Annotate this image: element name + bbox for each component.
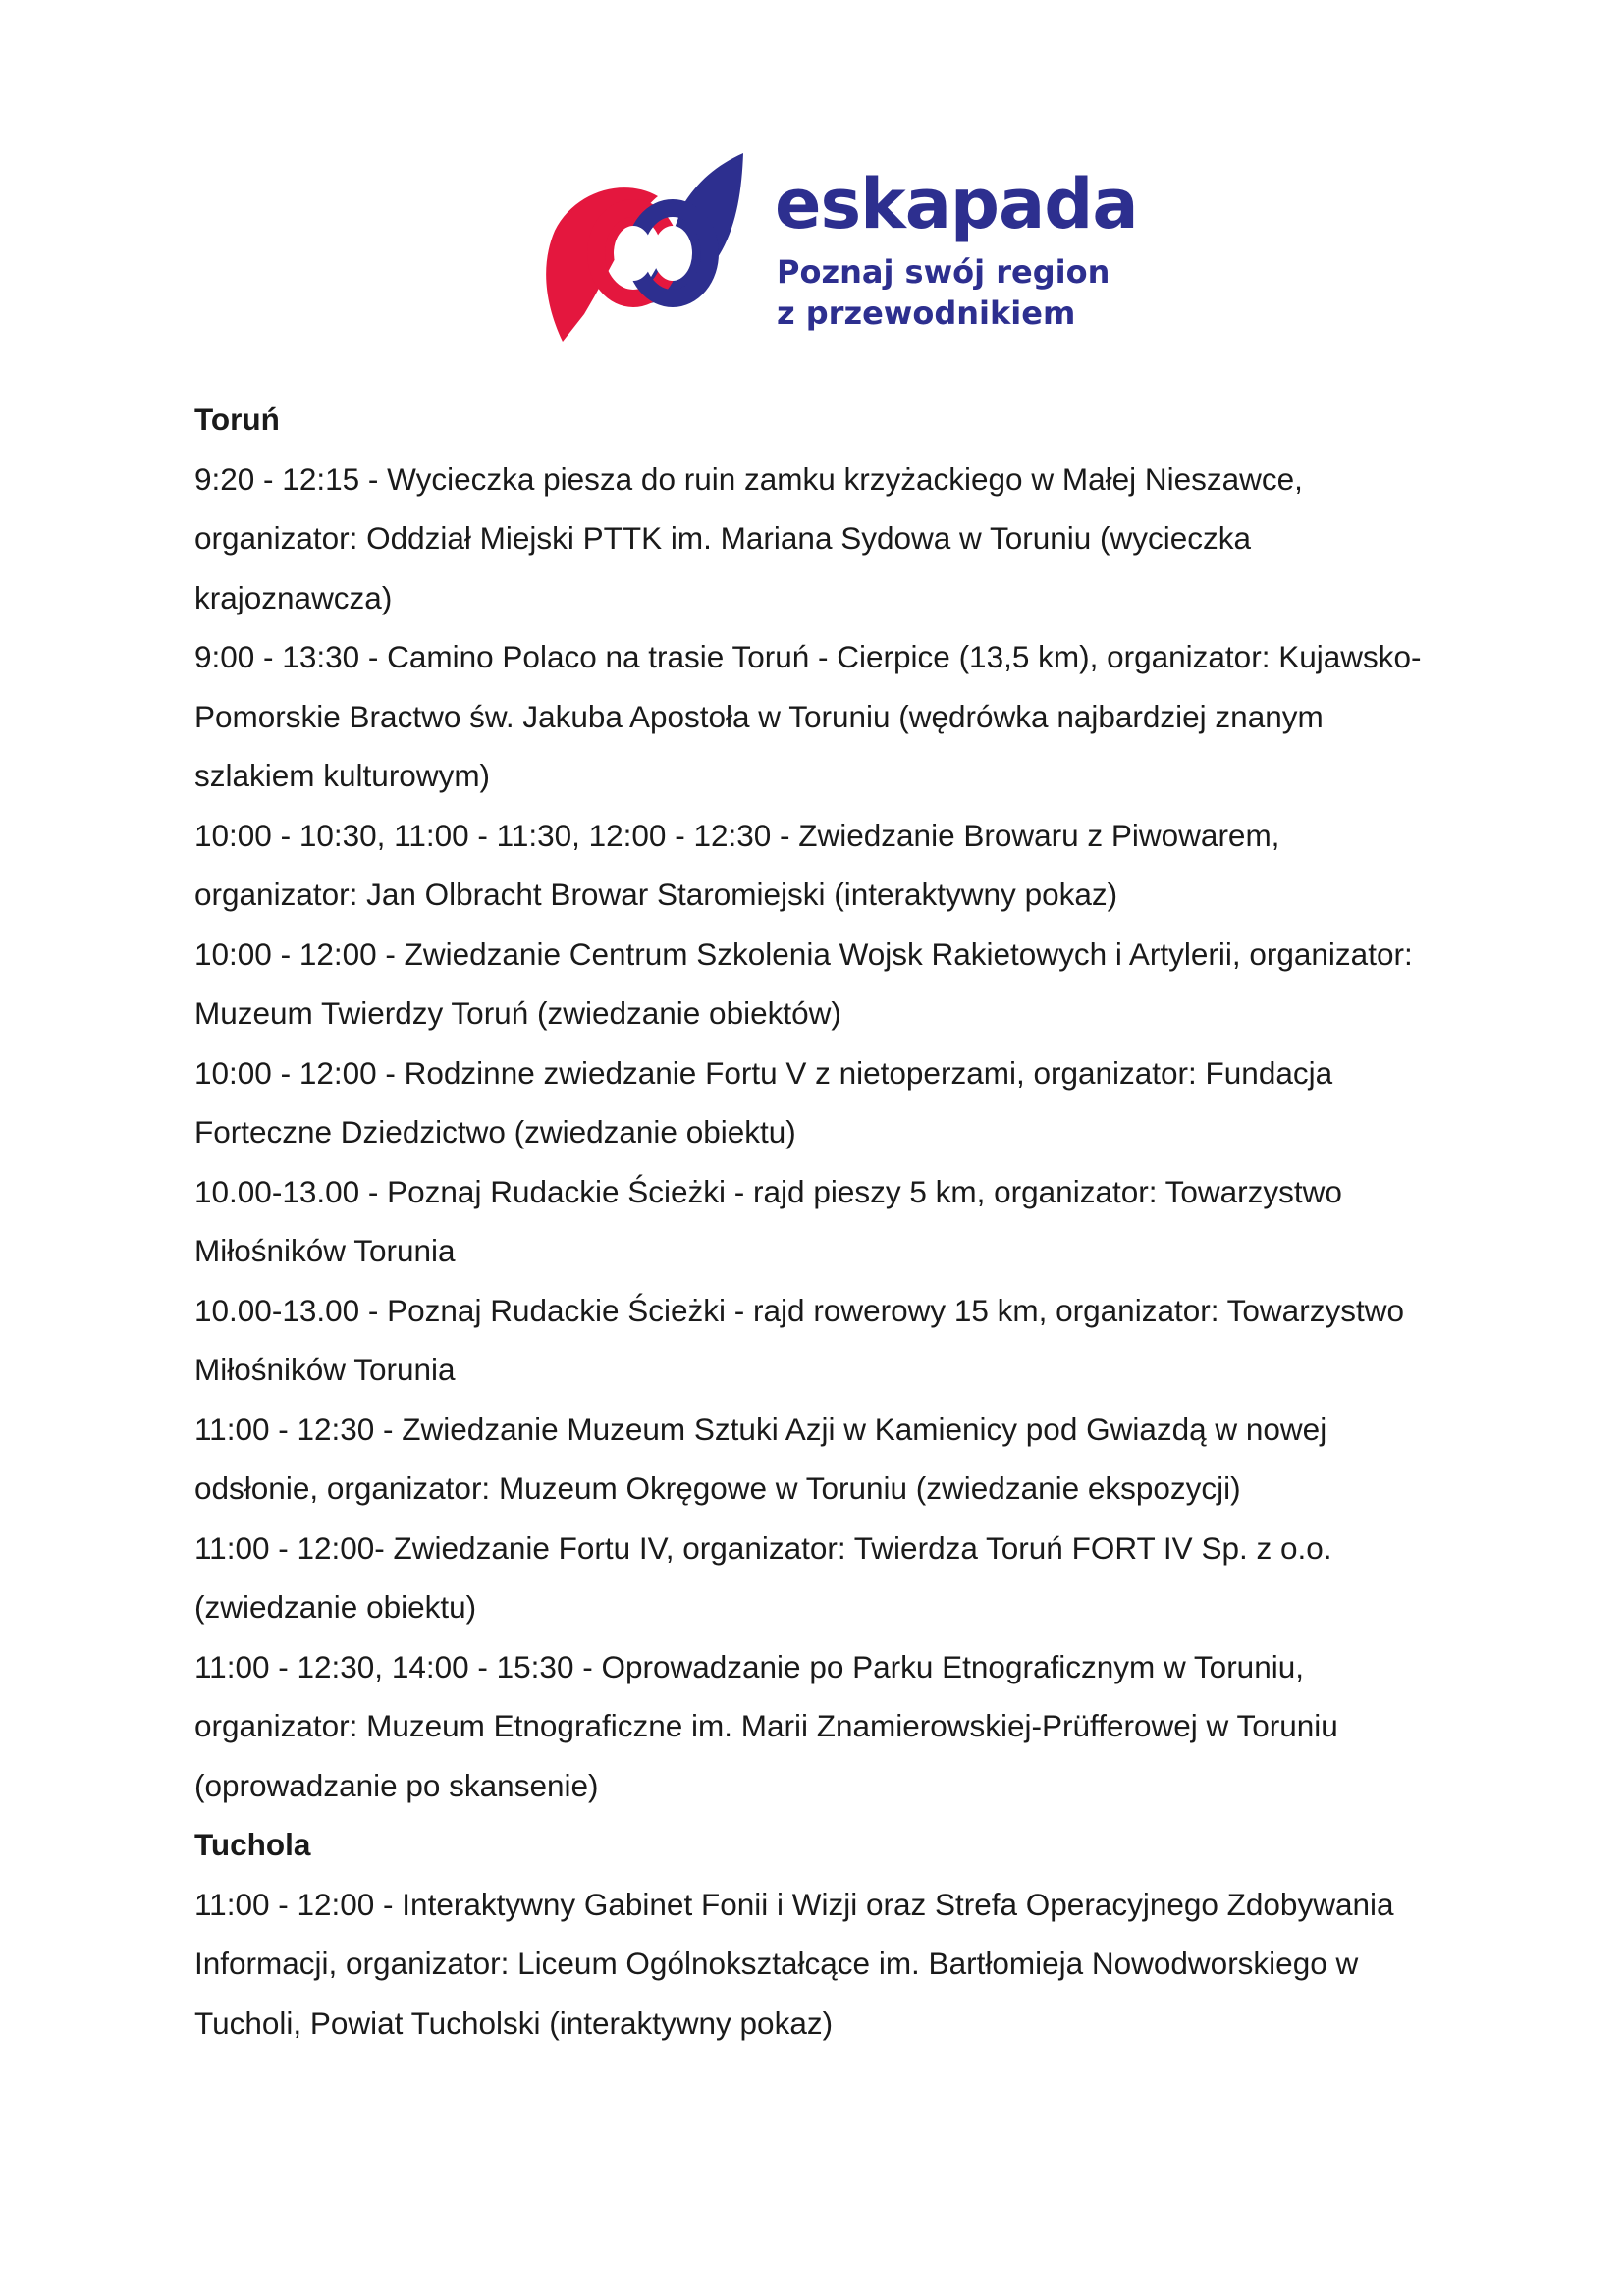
ring-hole-left [614,226,653,281]
event-item: 11:00 - 12:00 - Interaktywny Gabinet Fonii i Wizji oraz Strefa Operacyjnego Zdobywania Informacji, organizator: Liceum Ogólnokształcące im. Bartłomieja Nowodworskiego w Tucholi, Powiat Tucholski (interaktywny pokaz) [194,1886,1394,2041]
event-item: 11:00 - 12:30, 14:00 - 15:30 - Oprowadzanie po Parku Etnograficznym w Toruniu, organizator: Muzeum Etnograficzne im. Marii Znamierowskiej-Prüfferowej w Toruniu (oprowadzanie po skansenie) [194,1648,1338,1803]
city-heading-tuchola: Tuchola [194,1827,311,1862]
logo-name: eskapada [775,164,1138,244]
event-item: 9:20 - 12:15 - Wycieczka piesza do ruin zamku krzyżackiego w Małej Nieszawce, organizator: Oddział Miejski PTTK im. Mariana Sydowa w Toruniu (wycieczka krajoznawcza) [194,460,1303,615]
logo-tagline-line1: Poznaj swój region [777,253,1110,291]
eskapada-logo-mark [535,147,751,353]
event-item: 10:00 - 10:30, 11:00 - 11:30, 12:00 - 12:30 - Zwiedzanie Browaru z Piwowarem, organizator: Jan Olbracht Browar Staromiejski (interaktywny pokaz) [194,817,1280,912]
ring-hole-right [653,226,692,281]
event-item: 10.00-13.00 - Poznaj Rudackie Ścieżki - rajd rowerowy 15 km, organizator: Towarzystwo Miłośników Torunia [194,1292,1404,1387]
event-item: 11:00 - 12:00- Zwiedzanie Fortu IV, organizator: Twierdza Toruń FORT IV Sp. z o.o. (zwiedzanie obiektu) [194,1529,1332,1625]
event-list [194,390,1451,2053]
event-item: 10.00-13.00 - Poznaj Rudackie Ścieżki - rajd pieszy 5 km, organizator: Towarzystwo Miłośników Torunia [194,1173,1342,1268]
event-item: 10:00 - 12:00 - Rodzinne zwiedzanie Fortu V z nietoperzami, organizator: Fundacja Forteczne Dziedzictwo (zwiedzanie obiektu) [194,1054,1333,1149]
logo-tagline-line2: z przewodnikiem [777,294,1076,332]
logo-tagline [777,251,1110,334]
city-heading-torun: Toruń [194,401,280,437]
event-item: 10:00 - 12:00 - Zwiedzanie Centrum Szkolenia Wojsk Rakietowych i Artylerii, organizator: Muzeum Twierdzy Toruń (zwiedzanie obiektów) [194,935,1413,1031]
event-item: 11:00 - 12:30 - Zwiedzanie Muzeum Sztuki Azji w Kamienicy pod Gwiazdą w nowej odsłonie, organizator: Muzeum Okręgowe w Toruniu (zwiedzanie ekspozycji) [194,1411,1327,1506]
event-item: 9:00 - 13:30 - Camino Polaco na trasie Toruń - Cierpice (13,5 km), organizator: Kujawsko-Pomorskie Bractwo św. Jakuba Apostoła w Toruniu (wędrówka najbardziej znanym szlakiem kulturowym) [194,639,1422,793]
eskapada-logo [535,147,1138,353]
